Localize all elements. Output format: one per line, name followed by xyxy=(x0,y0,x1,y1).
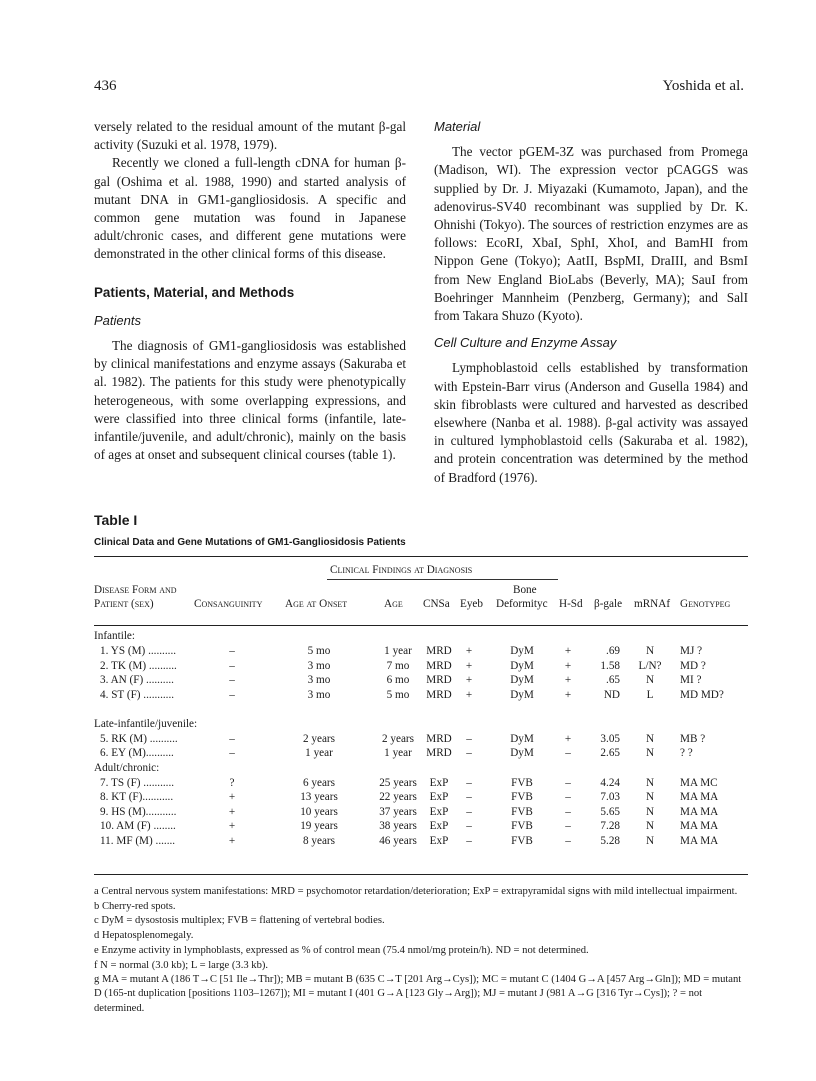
cell-cons: + xyxy=(228,791,236,803)
cell-geno: MA MA xyxy=(680,820,719,832)
cell-onset: 1 year xyxy=(305,747,333,759)
cell-patient: 10. AM (F) ........ xyxy=(100,820,176,832)
table-row xyxy=(94,791,748,804)
cell-patient: 8. KT (F)........... xyxy=(100,791,174,803)
cell-age: 6 mo xyxy=(386,674,410,686)
cell-cns: ExP xyxy=(429,820,449,832)
cell-hs: – xyxy=(565,806,571,818)
paragraph-2: Recently we cloned a full-length cDNA for human β-gal (Oshima et al. 1988, 1990) and started analysis of mutant DNA in GM1-gangliosidosis. A specific and common gene mutation was found in Japanese adult/chronic cases, and different gene mutations were demonstrated in the other clinical forms of this disease. xyxy=(94,155,406,262)
col-age: Age xyxy=(384,598,403,610)
cell-eye: + xyxy=(465,674,473,686)
table-row xyxy=(94,689,748,702)
cell-mrna: L/N? xyxy=(638,660,662,672)
cell-bgal: .69 xyxy=(606,645,620,657)
cell-eye: + xyxy=(465,689,473,701)
paragraph-3: The diagnosis of GM1-gangliosidosis was established by clinical manifestations and enzyme assays (Sakuraba et al. 1982). The patients for this study were phenotypically heterogeneous, with some overlapping expressions, and were classified into three clinical forms (infantile, late-infantile/juvenile, and adult/chronic), mainly on the basis of ages at onset and subsequent clinical courses (table 1). xyxy=(94,338,406,463)
cell-geno: MD MD? xyxy=(680,689,724,701)
cell-hs: + xyxy=(564,645,572,657)
cell-mrna: N xyxy=(645,806,655,818)
cell-mrna: N xyxy=(645,747,655,759)
cell-bone: DyM xyxy=(510,660,534,672)
cell-onset: 10 years xyxy=(300,806,338,818)
paragraph-1: versely related to the residual amount of the mutant β-gal activity (Suzuki et al. 1978, 1979). xyxy=(94,119,406,153)
cell-bgal: ND xyxy=(603,689,620,701)
group-header-rule xyxy=(327,579,558,580)
table-header-rule xyxy=(94,625,748,626)
cell-eye: – xyxy=(466,733,472,745)
paragraph-5: Lymphoblastoid cells established by transformation with Epstein-Barr virus (Anderson and Gusella 1984) and skin fibroblasts were cultured and harvested as described elsewhere (Nanba et al. 1988). β-gal activity was assayed in cultured lymphoblastoid cells (Sakuraba et al. 1982), and protein concentration was determined by the method of Bradford (1976). xyxy=(434,360,748,485)
running-header-authors: Yoshida et al. xyxy=(662,78,744,94)
cell-eye: – xyxy=(466,791,472,803)
cell-cons: ? xyxy=(229,777,235,789)
table-label: Table I xyxy=(94,512,138,528)
cell-bone: FVB xyxy=(511,791,533,803)
cell-bgal: .65 xyxy=(606,674,620,686)
subheading-patients: Patients xyxy=(94,312,141,328)
cell-hs: + xyxy=(564,660,572,672)
cell-hs: – xyxy=(565,835,571,847)
cell-cons: + xyxy=(228,806,236,818)
cell-hs: + xyxy=(564,689,572,701)
cell-patient: 9. HS (M)........... xyxy=(100,806,177,818)
cell-geno: ? ? xyxy=(680,747,693,759)
cell-cns: MRD xyxy=(426,645,452,657)
cell-mrna: N xyxy=(645,733,655,745)
cell-mrna: N xyxy=(645,674,655,686)
cell-cons: – xyxy=(229,660,235,672)
cell-onset: 8 years xyxy=(303,835,335,847)
table-row xyxy=(94,645,748,658)
cell-geno: MI ? xyxy=(680,674,702,686)
cell-patient: 1. YS (M) .......... xyxy=(100,645,177,657)
col-age-at-onset: Age at Onset xyxy=(285,598,348,610)
footnote-e: e Enzyme activity in lymphoblasts, expressed as % of control mean (75.4 nmol/mg protein/h). ND = not determined. xyxy=(94,944,589,956)
cell-mrna: N xyxy=(645,645,655,657)
cell-cns: ExP xyxy=(429,777,449,789)
cell-geno: MA MA xyxy=(680,806,719,818)
cell-mrna: N xyxy=(645,777,655,789)
cell-age: 38 years xyxy=(379,820,417,832)
cell-geno: MA MA xyxy=(680,791,719,803)
cell-eye: + xyxy=(465,645,473,657)
cell-hs: + xyxy=(564,733,572,745)
cell-age: 37 years xyxy=(379,806,417,818)
table-title: Clinical Data and Gene Mutations of GM1-Gangliosidosis Patients xyxy=(94,537,406,548)
cell-onset: 19 years xyxy=(300,820,338,832)
right-column xyxy=(434,118,748,487)
cell-bone: DyM xyxy=(510,689,534,701)
cell-mrna: N xyxy=(645,820,655,832)
cell-patient: 2. TK (M) .......... xyxy=(100,660,177,672)
cell-onset: 13 years xyxy=(300,791,338,803)
cell-bone: DyM xyxy=(510,747,534,759)
col-bone-line1: Bone xyxy=(513,584,537,596)
cell-bgal: 7.28 xyxy=(600,820,620,832)
footnote-c: c DyM = dysostosis multiplex; FVB = flattening of vertebral bodies. xyxy=(94,915,385,927)
footnote-d: d Hepatosplenomegaly. xyxy=(94,930,194,942)
cell-bgal: 5.28 xyxy=(600,835,620,847)
cell-cons: – xyxy=(229,689,235,701)
cell-age: 25 years xyxy=(379,777,417,789)
col-bgal: β-gale xyxy=(594,598,623,610)
left-column xyxy=(94,118,406,464)
group-adult: Adult/chronic: xyxy=(94,762,160,774)
col-mrna: mRNAf xyxy=(634,598,671,610)
cell-hs: + xyxy=(564,674,572,686)
cell-cns: MRD xyxy=(426,733,452,745)
cell-onset: 5 mo xyxy=(307,645,331,657)
cell-geno: MB ? xyxy=(680,733,706,745)
table-row xyxy=(94,674,748,687)
cell-bone: FVB xyxy=(511,820,533,832)
paragraph-4: The vector pGEM-3Z was purchased from Promega (Madison, WI). The expression vector pCAGGS was supplied by Dr. J. Miyazaki (Kumamoto, Japan), and the adenovirus-SV40 recombinant was supplied by Dr. K. Ohnishi (Tokyo). The sources of restriction enzymes are as follows: EcoRI, XbaI, SphI, XhoI, and BamHI from Nippon Gene (Tokyo); AatII, BspMI, DraIII, and BsmI from New England BioLabs (Beverly, MA); SauI from Boehringer Mannheim (Penzberg, Germany); and SalI from Takara Shuzo (Kyoto). xyxy=(434,144,748,324)
cell-bgal: 7.03 xyxy=(600,791,620,803)
group-late-infantile: Late-infantile/juvenile: xyxy=(94,718,198,730)
cell-cons: – xyxy=(229,645,235,657)
cell-age: 1 year xyxy=(384,747,412,759)
cell-cons: – xyxy=(229,674,235,686)
cell-hs: – xyxy=(565,820,571,832)
footnote-f: f N = normal (3.0 kb); L = large (3.3 kb). xyxy=(94,959,269,971)
cell-bgal: 2.65 xyxy=(600,747,620,759)
cell-cons: – xyxy=(229,733,235,745)
cell-eye: – xyxy=(466,806,472,818)
cell-geno: MA MC xyxy=(680,777,718,789)
cell-bone: DyM xyxy=(510,645,534,657)
cell-patient: 4. ST (F) ........... xyxy=(100,689,175,701)
cell-age: 2 years xyxy=(382,733,414,745)
cell-mrna: N xyxy=(645,835,655,847)
cell-cns: MRD xyxy=(426,674,452,686)
group-header: Clinical Findings at Diagnosis xyxy=(330,564,473,576)
cell-onset: 3 mo xyxy=(307,689,331,701)
col-cns: CNSa xyxy=(423,598,450,610)
table-row xyxy=(94,806,748,819)
cell-patient: 11. MF (M) ....... xyxy=(100,835,176,847)
cell-bgal: 1.58 xyxy=(600,660,620,672)
cell-bgal: 5.65 xyxy=(600,806,620,818)
cell-cons: – xyxy=(229,747,235,759)
cell-onset: 3 mo xyxy=(307,660,331,672)
table-top-rule xyxy=(94,556,748,557)
cell-bgal: 3.05 xyxy=(600,733,620,745)
cell-eye: – xyxy=(466,777,472,789)
cell-eye: – xyxy=(466,820,472,832)
cell-geno: MA MA xyxy=(680,835,719,847)
col-eye: Eyeb xyxy=(460,598,483,610)
cell-age: 5 mo xyxy=(386,689,410,701)
cell-cns: ExP xyxy=(429,806,449,818)
cell-onset: 2 years xyxy=(303,733,335,745)
footnote-g: g MA = mutant A (186 T→C [51 Ile→Thr]); MB = mutant B (635 C→T [201 Arg→Cys]); MC = mutant C (1404 G→A [457 Arg→Gln]); MD = mutant D (165-nt duplication [positions 1103–1267]); MI = mutant I (401 G→A [123 Gly→Arg]); MJ = mutant J (981 A→G [316 Tyr→Cys]); ? = not determined. xyxy=(94,974,742,1014)
cell-age: 1 year xyxy=(384,645,412,657)
cell-bone: DyM xyxy=(510,674,534,686)
cell-cns: MRD xyxy=(426,689,452,701)
cell-patient: 6. EY (M).......... xyxy=(100,747,174,759)
col-disease-line2: Patient (sex) xyxy=(94,598,154,610)
cell-mrna: N xyxy=(645,791,655,803)
table-row xyxy=(94,660,748,673)
col-bone-line2: Deformityc xyxy=(496,598,548,610)
section-heading: Patients, Material, and Methods xyxy=(94,284,295,300)
cell-bone: FVB xyxy=(511,835,533,847)
cell-age: 22 years xyxy=(379,791,417,803)
cell-geno: MJ ? xyxy=(680,645,703,657)
cell-bone: FVB xyxy=(511,777,533,789)
cell-eye: – xyxy=(466,835,472,847)
cell-onset: 6 years xyxy=(303,777,335,789)
cell-mrna: L xyxy=(646,689,654,701)
footnote-a: a Central nervous system manifestations: MRD = psychomotor retardation/deterioration; ExP = extrapyramidal signs with mild intellectual impairment. xyxy=(94,886,738,897)
cell-cns: ExP xyxy=(429,791,449,803)
col-consanguinity: Consanguinity xyxy=(194,598,263,610)
footnotes xyxy=(94,885,748,1016)
cell-hs: – xyxy=(565,791,571,803)
cell-cons: + xyxy=(228,820,236,832)
page-number: 436 xyxy=(94,78,117,94)
group-infantile: Infantile: xyxy=(94,630,136,642)
cell-cns: ExP xyxy=(429,835,449,847)
table-row xyxy=(94,835,748,848)
table-bottom-rule xyxy=(94,874,748,875)
cell-geno: MD ? xyxy=(680,660,706,672)
subheading-material: Material xyxy=(434,119,481,134)
subheading-cell-culture: Cell Culture and Enzyme Assay xyxy=(434,335,617,351)
cell-onset: 3 mo xyxy=(307,674,331,686)
col-disease-line1: Disease Form and xyxy=(94,584,177,596)
table-row xyxy=(94,820,748,833)
cell-eye: – xyxy=(466,747,472,759)
cell-bone: DyM xyxy=(510,733,534,745)
cell-patient: 3. AN (F) .......... xyxy=(100,674,174,686)
cell-cns: MRD xyxy=(426,660,452,672)
cell-patient: 7. TS (F) ........... xyxy=(100,777,175,789)
cell-eye: + xyxy=(465,660,473,672)
col-genotype: Genotypeg xyxy=(680,598,731,610)
table-row xyxy=(94,777,748,790)
cell-age: 7 mo xyxy=(386,660,410,672)
cell-cons: + xyxy=(228,835,236,847)
col-hs: H-Sd xyxy=(559,598,583,610)
cell-hs: – xyxy=(565,747,571,759)
cell-bgal: 4.24 xyxy=(600,777,620,789)
cell-age: 46 years xyxy=(379,835,417,847)
cell-patient: 5. RK (M) .......... xyxy=(100,733,178,745)
cell-bone: FVB xyxy=(511,806,533,818)
cell-cns: MRD xyxy=(426,747,452,759)
table-row xyxy=(94,747,748,760)
table-row xyxy=(94,733,748,746)
cell-hs: – xyxy=(565,777,571,789)
footnote-b: b Cherry-red spots. xyxy=(94,900,176,912)
